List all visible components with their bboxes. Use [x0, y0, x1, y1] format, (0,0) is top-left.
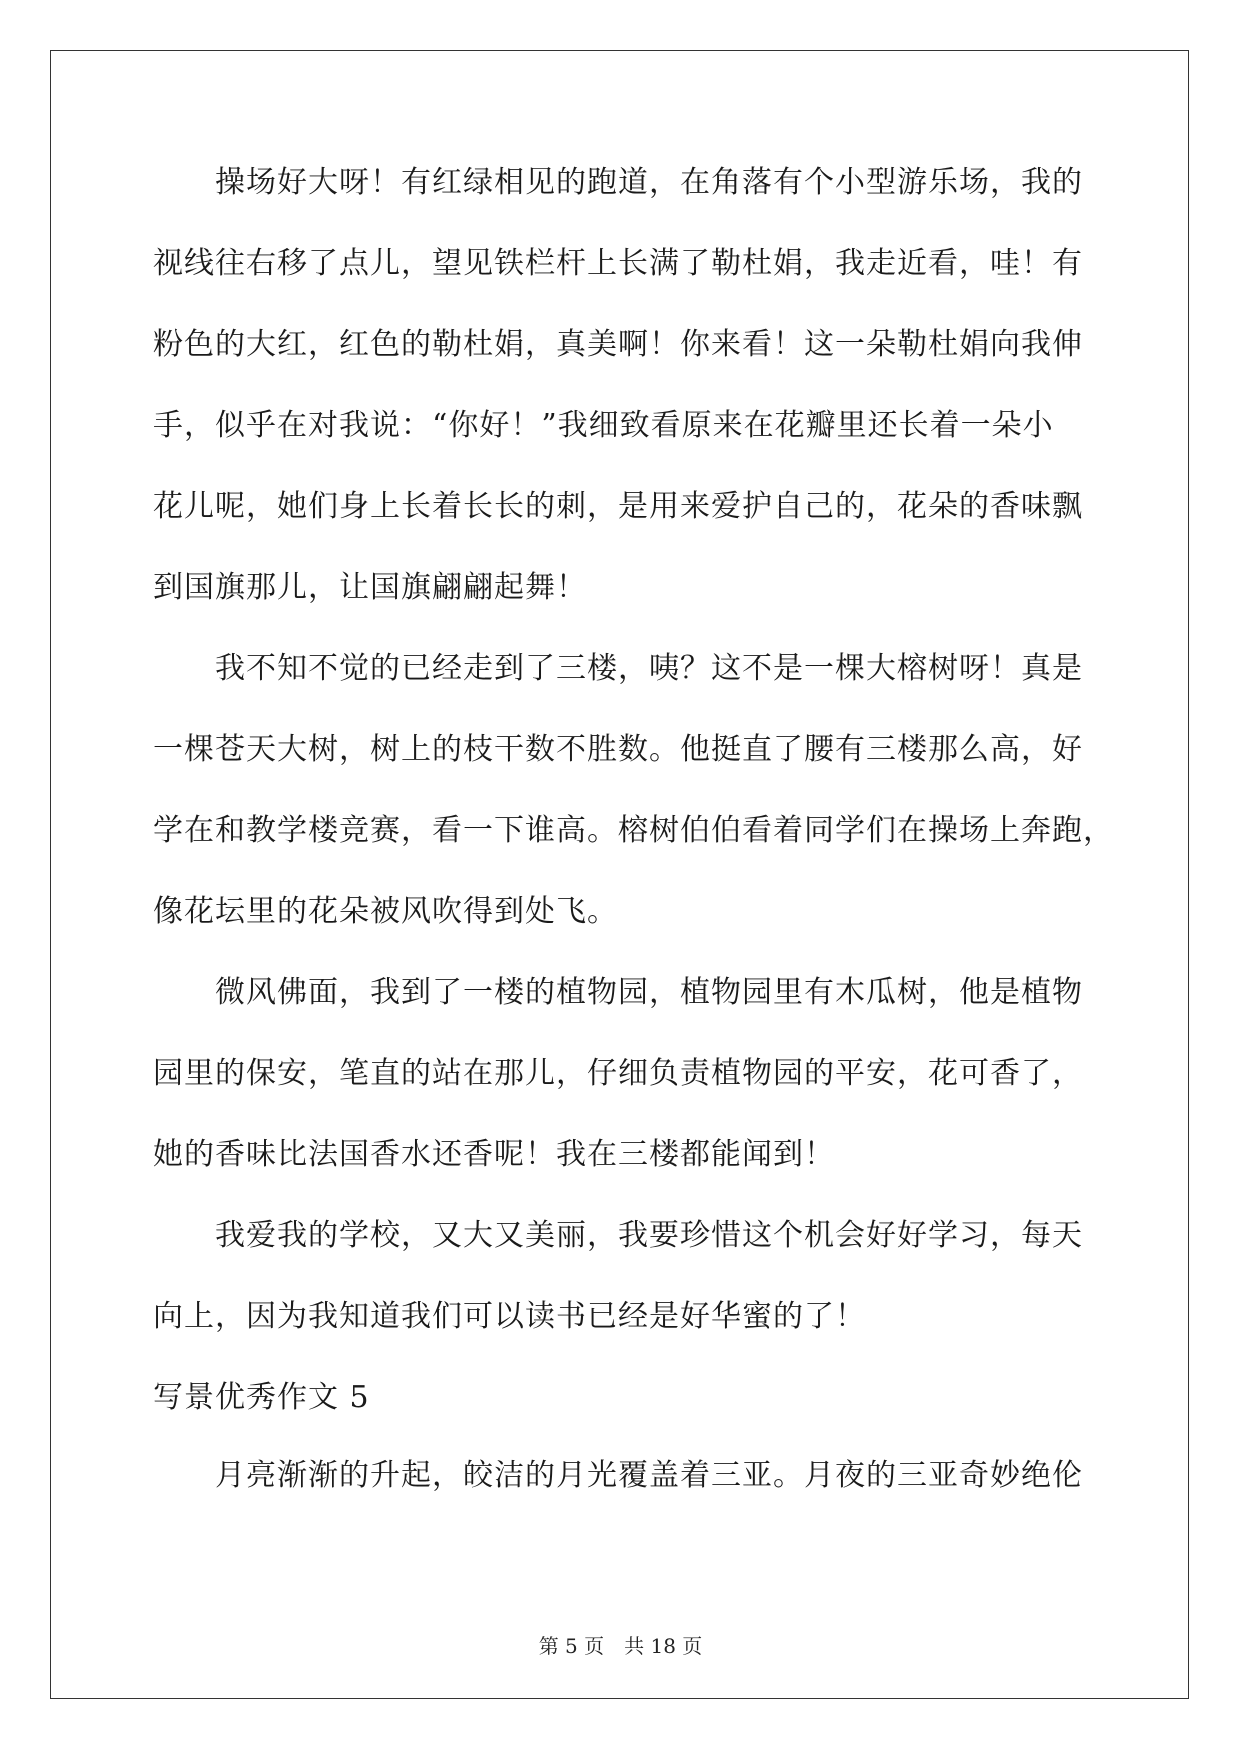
text-line: 视线往右移了点儿，望见铁栏杆上长满了勒杜娟，我走近看，哇！有: [153, 246, 1083, 281]
text-line: 像花坛里的花朵被风吹得到处飞。: [153, 894, 618, 929]
text-line: 微风佛面，我到了一楼的植物园，植物园里有木瓜树，他是植物: [215, 975, 1083, 1010]
text-line: 月亮渐渐的升起，皎洁的月光覆盖着三亚。月夜的三亚奇妙绝伦: [215, 1458, 1083, 1493]
document-body: [153, 161, 1114, 1535]
text-line: 学在和教学楼竞赛，看一下谁高。榕树伯伯看着同学们在操场上奔跑，: [153, 813, 1114, 848]
section-heading: 写景优秀作文 5: [153, 1380, 370, 1415]
page-number-footer: 第 5 页 共 18 页: [538, 1634, 703, 1658]
text-line: 到国旗那儿，让国旗翩翩起舞！: [153, 570, 587, 605]
text-line: 我不知不觉的已经走到了三楼，咦？这不是一棵大榕树呀！真是: [215, 651, 1083, 686]
text-line: 花儿呢，她们身上长着长长的刺，是用来爱护自己的，花朵的香味飘: [153, 489, 1083, 524]
text-line: 向上，因为我知道我们可以读书已经是好华蜜的了！: [153, 1299, 866, 1334]
text-line: 一棵苍天大树，树上的枝干数不胜数。他挺直了腰有三楼那么高，好: [153, 732, 1083, 767]
text-line: 园里的保安，笔直的站在那儿，仔细负责植物园的平安，花可香了，: [153, 1056, 1083, 1091]
text-line: 她的香味比法国香水还香呢！我在三楼都能闻到！: [153, 1137, 835, 1172]
text-line: 粉色的大红，红色的勒杜娟，真美啊！你来看！这一朵勒杜娟向我伸: [153, 327, 1083, 362]
text-line: 我爱我的学校，又大又美丽，我要珍惜这个机会好好学习，每天: [215, 1218, 1083, 1253]
text-line: 手，似乎在对我说：“你好！”我细致看原来在花瓣里还长着一朵小: [153, 408, 1054, 443]
text-line: 操场好大呀！有红绿相见的跑道，在角落有个小型游乐场，我的: [215, 165, 1083, 200]
